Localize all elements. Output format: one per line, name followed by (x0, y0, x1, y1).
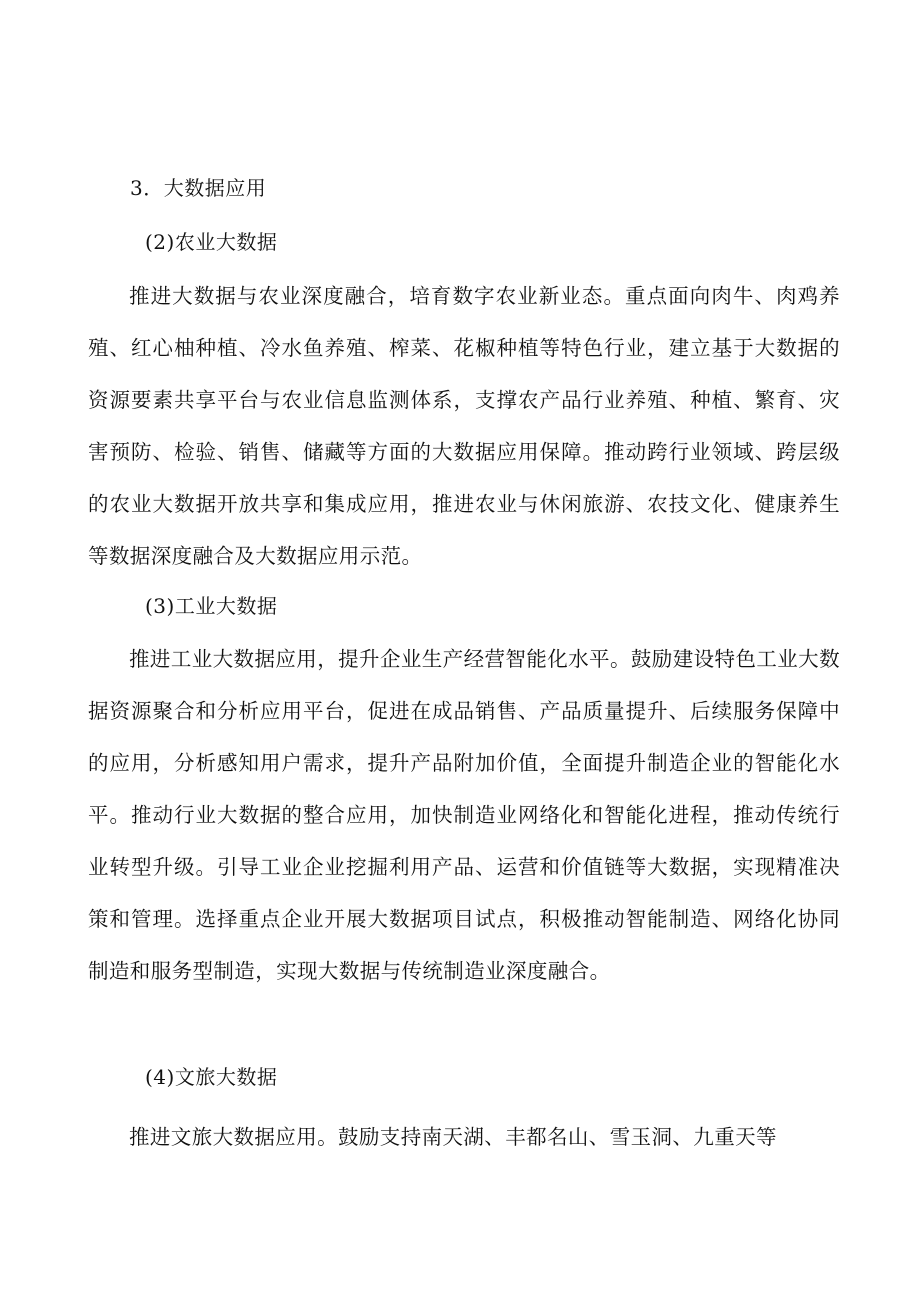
paragraph-culture-tourism: 推进文旅大数据应用。鼓励支持南天湖、丰都名山、雪玉洞、九重天等 (129, 1125, 777, 1149)
paragraph-industry: 推进工业大数据应用，提升企业生产经营智能化水平。鼓励建设特色工业大数据资源聚合和分析应用平台，促进在成品销售、产品质量提升、后续服务保障中的应用，分析感知用户需求，提升产品附加价值，全面提升制造企业的智能化水平。推动行业大数据的整合应用，加快制造业网络化和智能化进程，推动传统行业转型升级。引导工业企业挖掘利用产品、运营和价值链等大数据，实现精准决策和管理。选择重点企业开展大数据项目试点，积极推动智能制造、网络化协同制造和服务型制造，实现大数据与传统制造业深度融合。 (88, 647, 840, 983)
paragraph-agriculture: 推进大数据与农业深度融合，培育数字农业新业态。重点面向肉牛、肉鸡养殖、红心柚种植、冷水鱼养殖、榨菜、花椒种植等特色行业，建立基于大数据的资源要素共享平台与农业信息监测体系，支撑农产品行业养殖、种植、繁育、灾害预防、检验、销售、储藏等方面的大数据应用保障。推动跨行业领域、跨层级的农业大数据开放共享和集成应用，推进农业与休闲旅游、农技文化、健康养生等数据深度融合及大数据应用示范。 (88, 284, 840, 568)
section-title: 3．大数据应用 (130, 176, 267, 200)
subsection-heading-culture-tourism: (4)文旅大数据 (145, 1065, 278, 1089)
subsection-heading-industry: (3)工业大数据 (145, 594, 278, 618)
subsection-heading-agriculture: (2)农业大数据 (145, 230, 278, 254)
